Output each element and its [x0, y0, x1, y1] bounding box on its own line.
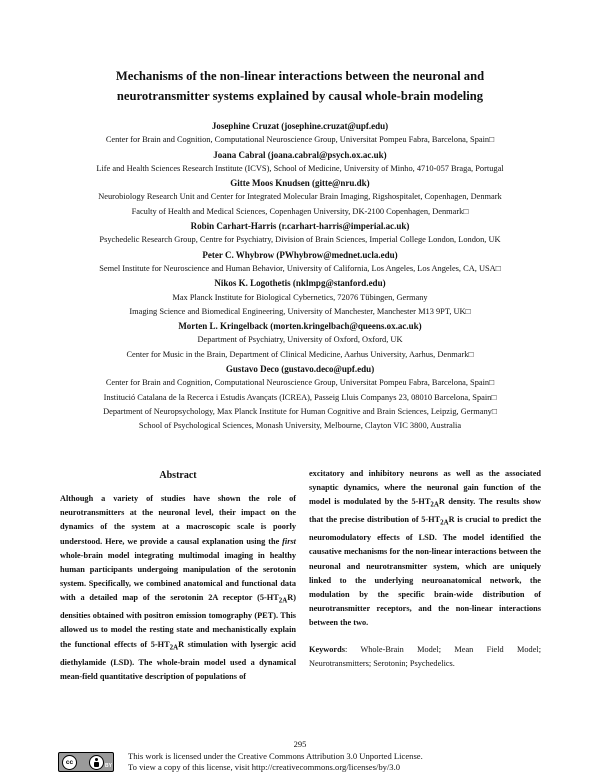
author-affiliation: Department of Psychiatry, University of Oxford, Oxford, UK [197, 335, 403, 345]
license-line-2[interactable]: To view a copy of this license, visit http://creativecommons.org/licenses/by/3.0 [128, 761, 401, 772]
author-affiliation: School of Psychological Sciences, Monash University, Melbourne, Clayton VIC 3800, Australia [138, 421, 462, 431]
author-name: Josephine Cruzat (josephine.cruzat@upf.edu) [211, 121, 389, 131]
cc-by-badge[interactable] [58, 752, 114, 772]
author-affiliation: Center for Brain and Cognition, Computational Neuroscience Group, Universitat Pompeu Fabra, Barcelona, Spain□ [105, 378, 495, 388]
author-affiliation: Center for Brain and Cognition, Computational Neuroscience Group, Universitat Pompeu Fabra, Barcelona, Spain□ [105, 135, 495, 145]
author-list [40, 119, 560, 434]
abstract-heading: Abstract [159, 470, 197, 481]
author-affiliation: Imaging Science and Biomedical Engineering, University of Manchester, Manchester M13 9PT, UK□ [129, 306, 471, 316]
license-line-1: This work is licensed under the Creative Commons Attribution 3.0 Unported License. [128, 751, 423, 761]
abstract-part-c: R) densities obtained with positron emission tomography (PET). This allowed us to model the resting state and mechanistically explain the functional effects of 5-HT [60, 593, 296, 649]
author-affiliation: Center for Music in the Brain, Department of Clinical Medicine, Aarhus University, Aarhus, Denmark□ [126, 349, 474, 359]
author-affiliation: Psychedelic Research Group, Centre for Psychiatry, Division of Brain Sciences, Imperial College London, London, UK [99, 235, 501, 245]
author-affiliation: Institució Catalana de la Recerca i Estudis Avançats (ICREA), Passeig Lluis Companys 23, 08010 Barcelona, Spain□ [103, 392, 497, 402]
author-affiliation: Life and Health Sciences Research Institute (ICVS), School of Medicine, University of Minho, 4710-057 Braga, Portugal [96, 163, 504, 173]
author-name: Joana Cabral (joana.cabral@psych.ox.ac.uk) [213, 149, 387, 160]
subscript-2a: 2A [169, 644, 179, 652]
abstract-text-left [60, 492, 296, 684]
keywords-label: Keywords [309, 644, 345, 654]
attribution-person-icon [89, 755, 104, 770]
subscript-2a: 2A [278, 598, 288, 606]
page-number: 295 [293, 739, 307, 749]
abstract-column-left [60, 470, 296, 684]
cc-icon: cc [62, 755, 77, 770]
author-name: Morten L. Kringelback (morten.kringelbach@queens.ox.ac.uk) [178, 321, 422, 332]
abstract-part-a: Although a variety of studies have shown the role of neurotransmitters at the neuronal level, their impact on the dynamics of the system at a macroscopic scale is poorly understood. Here, we provide a causal explanation using the [60, 494, 296, 546]
subscript-2a: 2A [440, 519, 449, 527]
license-footer [58, 751, 558, 773]
author-name: Peter C. Whybrow (PWhybrow@mednet.ucla.edu) [202, 249, 398, 260]
author-affiliation: Neurobiology Research Unit and Center for Integrated Molecular Brain Imaging, Rigshospitalet, Copenhagen, Denmark [98, 192, 502, 202]
license-text [128, 751, 423, 772]
abstract-first-emphasis: first [282, 536, 296, 546]
keywords-text: : Whole-Brain Model; Mean Field Model; Neurotransmitters; Serotonin; Psychedelics. [309, 644, 541, 668]
author-name: Gustavo Deco (gustavo.deco@upf.edu) [225, 364, 375, 375]
keywords [309, 643, 541, 671]
abstract-part-f: R is crucial to predict the neuromodulatory effects of LSD. The model identified the causative mechanisms for the non-linear interactions between the neuronal and neurotransmitter system, which are uniquely linked to the underlying neuroanatomical network, the modulation by the specific brain-wide distribution of neurotransmitter receptors, and the non-linear interactions between the two. [309, 515, 541, 628]
paper-title [70, 66, 530, 106]
author-name: Nikos K. Logothetis (nklmpg@stanford.edu) [214, 278, 386, 289]
abstract-part-e: R density. The results show that the precise distribution of 5-HT [309, 497, 542, 525]
title-line-2: neurotransmitter systems explained by causal whole-brain modeling [116, 89, 484, 103]
author-affiliation: Max Planck Institute for Biological Cybernetics, 72076 Tübingen, Germany [172, 292, 428, 302]
author-name: Robin Carhart-Harris (r.carhart-harris@imperial.ac.uk) [190, 221, 410, 232]
abstract-part-d-right: excitatory and inhibitory neurons as well as the associated synaptic dynamics, where the neuronal gain function of the model is modulated by the 5-HT [309, 469, 541, 507]
author-affiliation: Semel Institute for Neuroscience and Human Behavior, University of California, Los Angeles, Los Angeles, CA, USA□ [99, 263, 501, 273]
author-affiliation: Faculty of Health and Medical Sciences, Copenhagen University, DK-2100 Copenhagen, Denmark□ [131, 206, 469, 216]
subscript-2a: 2A [430, 502, 439, 510]
by-label: BY [105, 763, 112, 769]
author-name: Gitte Moos Knudsen (gitte@nru.dk) [230, 178, 370, 189]
title-line-1: Mechanisms of the non-linear interactions between the neuronal and [115, 69, 485, 83]
abstract-text-right [309, 467, 541, 631]
abstract-column-right [309, 467, 541, 671]
abstract-part-b: whole-brain model integrating multimodal imaging in healthy human participants undergoing manipulation of the serotonin system. Specifically, we combined anatomical and functional data with a detailed map of the serotonin 2A receptor (5-HT [60, 550, 296, 603]
author-affiliation: Department of Neuropsychology, Max Planck Institute for Human Cognitive and Brain Sciences, Leipzig, Germany□ [103, 406, 497, 416]
abstract-part-d-left: R stimulation with lysergic acid diethylamide (LSD). The whole-brain model used a dynamical mean-field quantitative description of populations of [60, 639, 296, 681]
